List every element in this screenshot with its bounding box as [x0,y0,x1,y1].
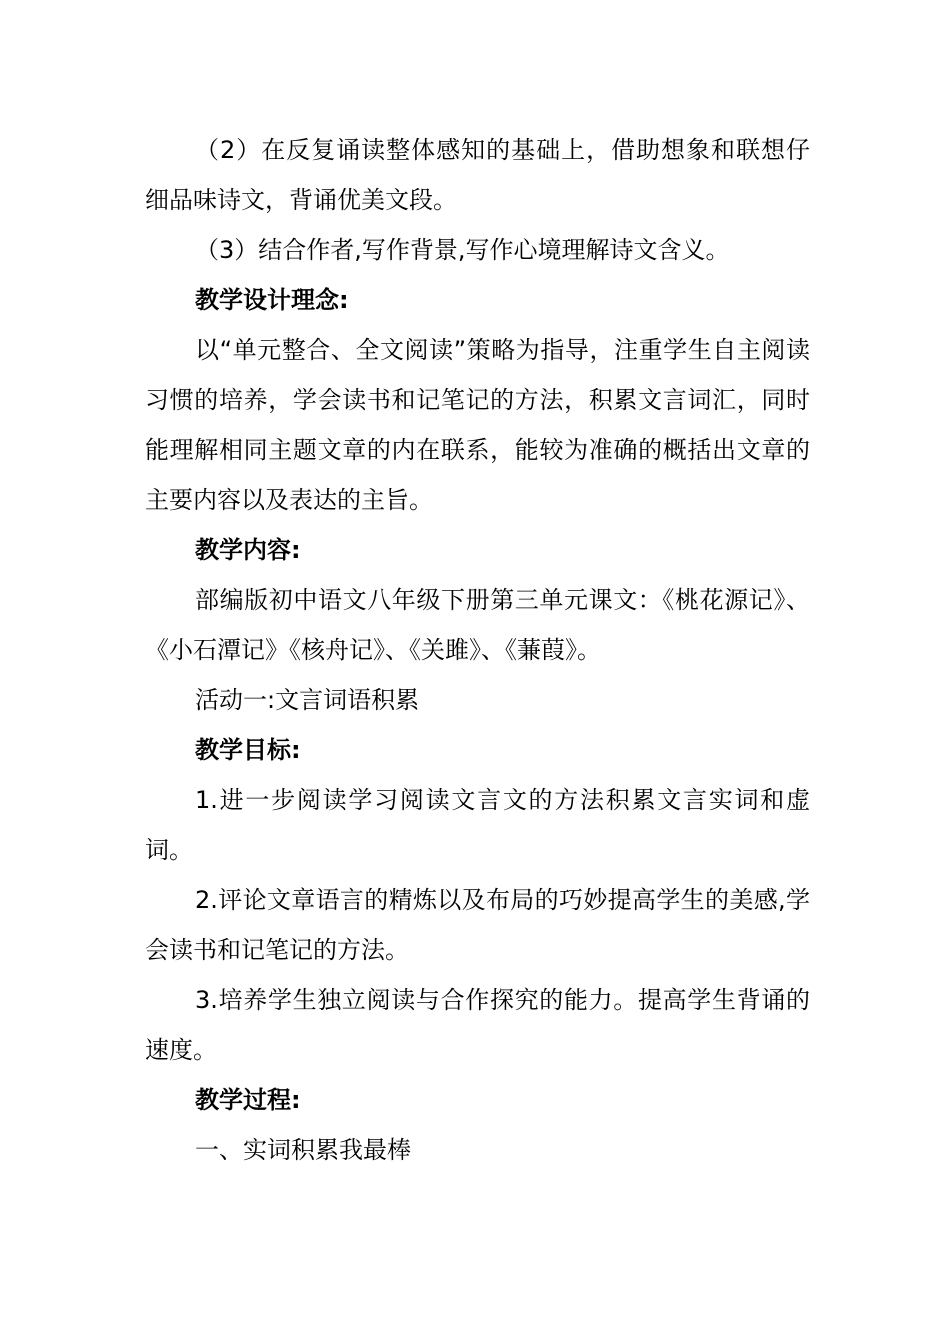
paragraph-goal-item-2: 2.评论文章语言的精炼以及布局的巧妙提高学生的美感,学会读书和记笔记的方法。 [145,886,810,964]
paragraph-design-concept: 以“单元整合、全文阅读”策略为指导，注重学生自主阅读习惯的培养，学会读书和记笔记的方法，积累文言词汇，同时能理解相同主题文章的内在联系，能较为准确的概括出文章的主要内容以及表达的主旨。 [145,336,810,514]
heading-teaching-goals: 教学目标: [195,736,301,764]
paragraph-goal-item-3: 3.培养学生独立阅读与合作探究的能力。提高学生背诵的速度。 [145,986,810,1064]
paragraph-process-step-1: 一、实词积累我最棒 [195,1136,411,1164]
paragraph-goal-item-1: 1.进一步阅读学习阅读文言文的方法积累文言实词和虚词。 [145,786,810,864]
paragraph-goal-2: （2）在反复诵读整体感知的基础上，借助想象和联想仔细品味诗文，背诵优美文段。 [145,136,810,214]
heading-design-concept: 教学设计理念: [195,286,349,314]
heading-teaching-content: 教学内容: [195,536,301,564]
heading-teaching-process: 教学过程: [195,1086,301,1114]
document-page [145,125,810,1175]
paragraph-goal-3: （3）结合作者,写作背景,写作心境理解诗文含义。 [195,236,730,264]
paragraph-teaching-content: 部编版初中语文八年级下册第三单元课文：《桃花源记》、《小石潭记》《核舟记》、《关雎》、《蒹葭》。 [145,586,810,664]
paragraph-activity-one: 活动一:文言词语积累 [195,686,420,714]
